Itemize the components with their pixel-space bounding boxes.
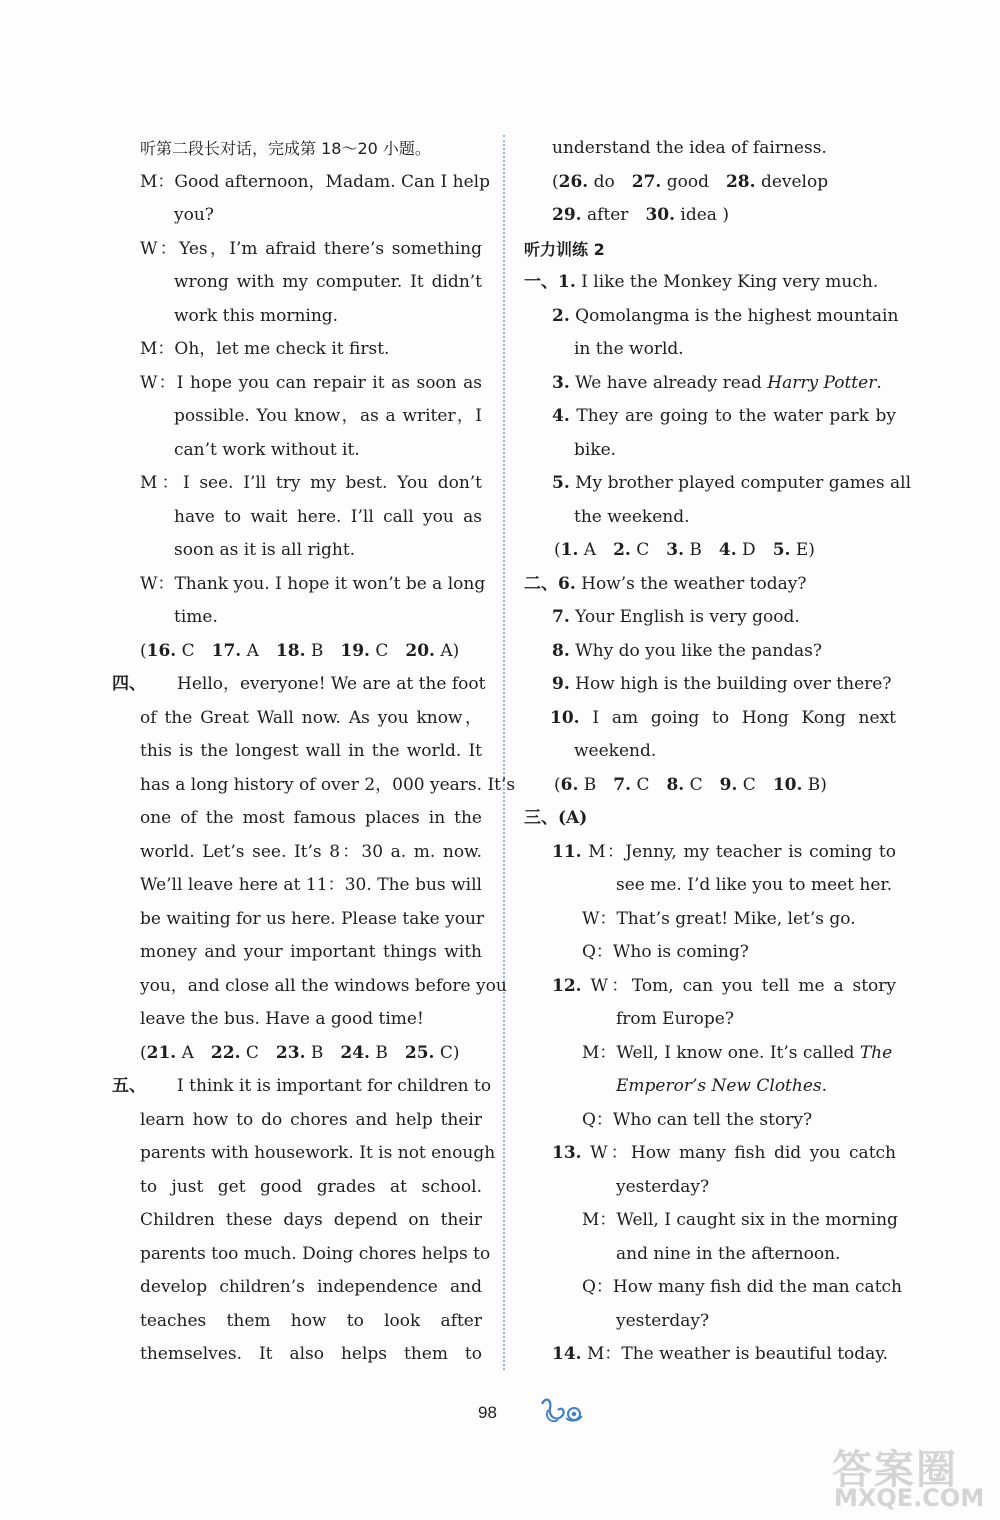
text-line: world. Let’s see. It’s 8：30 a. m. now. [140, 841, 482, 862]
text-line: learn how to do chores and help their [140, 1109, 482, 1130]
list-item: 10. I am going to Hong Kong next [550, 707, 896, 728]
text-line: parents with housework. It is not enough [140, 1143, 496, 1163]
list-item: 3. We have already read Harry Potter. [552, 372, 882, 393]
text-line: understand the idea of fairness. [552, 138, 827, 158]
text-line: Emperor’s New Clothes. [616, 1076, 828, 1096]
left-column [112, 132, 516, 1372]
text-line: in the world. [574, 339, 684, 359]
text-line: and nine in the afternoon. [616, 1243, 841, 1264]
section-label: 四、 [112, 674, 146, 694]
text-line: have to wait here. I’ll call you as [174, 506, 482, 527]
text-line: possible. You know，as a writer，I [174, 406, 482, 426]
text-line: soon as it is all right. [174, 540, 356, 560]
watermark-url: MXQE.COM [834, 1484, 985, 1512]
text-line: leave the bus. Have a good time! [140, 1009, 424, 1029]
text-line: see me. I’d like you to meet her. [616, 875, 893, 895]
right-column [524, 132, 912, 1372]
text-line: M：Good afternoon，Madam. Can I help [140, 171, 490, 192]
column-divider [503, 135, 505, 1370]
list-item: 9. How high is the building over there? [552, 674, 892, 694]
list-item: 2. Qomolangma is the highest mountain [552, 305, 899, 326]
text-line: M：Well, I know one. It’s called The [582, 1042, 893, 1063]
answer-key: (26. do 27. good 28. develop [552, 171, 829, 192]
text-line: from Europe? [616, 1009, 734, 1029]
text-line: Children these days depend on their [140, 1210, 482, 1230]
text-line: We’ll leave here at 11：30. The bus will [140, 875, 482, 895]
text-line: you，and close all the windows before you [140, 975, 507, 996]
list-item: 7. Your English is very good. [552, 607, 800, 627]
section-label: 三、(A) [524, 808, 588, 828]
text-line: M：I see. I’ll try my best. You don’t [140, 473, 482, 493]
section-heading: 听力训练 2 [524, 239, 605, 259]
text-line: has a long history of over 2，000 years. It’s [140, 774, 516, 795]
text-line: W：I hope you can repair it as soon as [140, 372, 482, 393]
text-line: be waiting for us here. Please take your [140, 908, 485, 929]
text-line: W：That’s great! Mike, let’s go. [582, 908, 856, 929]
text-line: Q：Who is coming? [582, 942, 749, 962]
text-line: 听第二段长对话，完成第 18～20 小题。 [140, 139, 431, 158]
text-line: you? [174, 205, 214, 225]
text-line: this is the longest wall in the world. It [140, 741, 482, 761]
watermark-logo-text: 答案圈 [832, 1447, 958, 1493]
answer-key: (6. B 7. C 8. C 9. C 10. B) [554, 774, 827, 795]
text-line: M：Oh，let me check it first. [140, 339, 390, 359]
text-line: develop children’s independence and [140, 1277, 482, 1297]
answer-key: (16. C 17. A 18. B 19. C 20. A) [140, 640, 460, 661]
text-line: yesterday? [616, 1310, 710, 1331]
text-line: teaches them how to look after [140, 1310, 482, 1331]
answer-key: 29. after 30. idea ) [552, 205, 729, 225]
list-item: 12. W：Tom, can you tell me a story [552, 975, 896, 996]
text-line: one of the most famous places in the [140, 808, 482, 828]
page-number: 98 [478, 1403, 497, 1422]
text-line: Q：How many fish did the man catch [582, 1277, 902, 1297]
text-line: wrong with my computer. It didn’t [174, 272, 482, 292]
list-item: 11. M：Jenny, my teacher is coming to [552, 841, 896, 862]
text-line: of the Great Wall now. As you know， [140, 707, 482, 728]
list-item: 8. Why do you like the pandas? [552, 640, 823, 661]
list-item: 一、1. I like the Monkey King very much. [524, 272, 879, 292]
text-line: parents too much. Doing chores helps to [140, 1243, 491, 1264]
watermark [812, 1438, 997, 1516]
flourish-icon [538, 1394, 588, 1426]
text-line: the weekend. [574, 506, 690, 527]
section-label: 五、 [112, 1076, 146, 1096]
text-line: yesterday? [616, 1176, 710, 1197]
text-line: M：Well, I caught six in the morning [582, 1210, 898, 1230]
list-item: 13. W：How many fish did you catch [552, 1143, 896, 1163]
text-line: work this morning. [174, 305, 339, 326]
text-line: time. [174, 607, 218, 627]
text-line: I think it is important for children to [177, 1076, 492, 1096]
text-line: Hello，everyone! We are at the foot [177, 674, 486, 694]
text-line: can’t work without it. [174, 439, 360, 460]
section-4 [112, 668, 486, 702]
answer-key: (1. A 2. C 3. B 4. D 5. E) [554, 540, 815, 560]
list-item: 4. They are going to the water park by [552, 406, 896, 426]
section-label: 二、 [524, 573, 558, 594]
text-line: to just get good grades at school. [140, 1176, 482, 1197]
section-label: 一、 [524, 272, 558, 292]
text-line: money and your important things with [140, 942, 482, 962]
text-line: weekend. [574, 741, 657, 761]
text-line: themselves. It also helps them to [140, 1344, 482, 1364]
answer-key: (21. A 22. C 23. B 24. B 25. C) [140, 1042, 460, 1063]
list-item: 二、6. How’s the weather today? [524, 573, 807, 594]
list-item: 5. My brother played computer games all [552, 473, 912, 493]
text-line: W：Thank you. I hope it won’t be a long [140, 573, 486, 594]
list-item: 14. M：The weather is beautiful today. [552, 1344, 889, 1364]
text-line: Q：Who can tell the story? [582, 1109, 813, 1130]
text-line: bike. [574, 439, 617, 460]
text-line: W：Yes，I’m afraid there’s something [140, 238, 482, 259]
section-5 [112, 1070, 492, 1104]
